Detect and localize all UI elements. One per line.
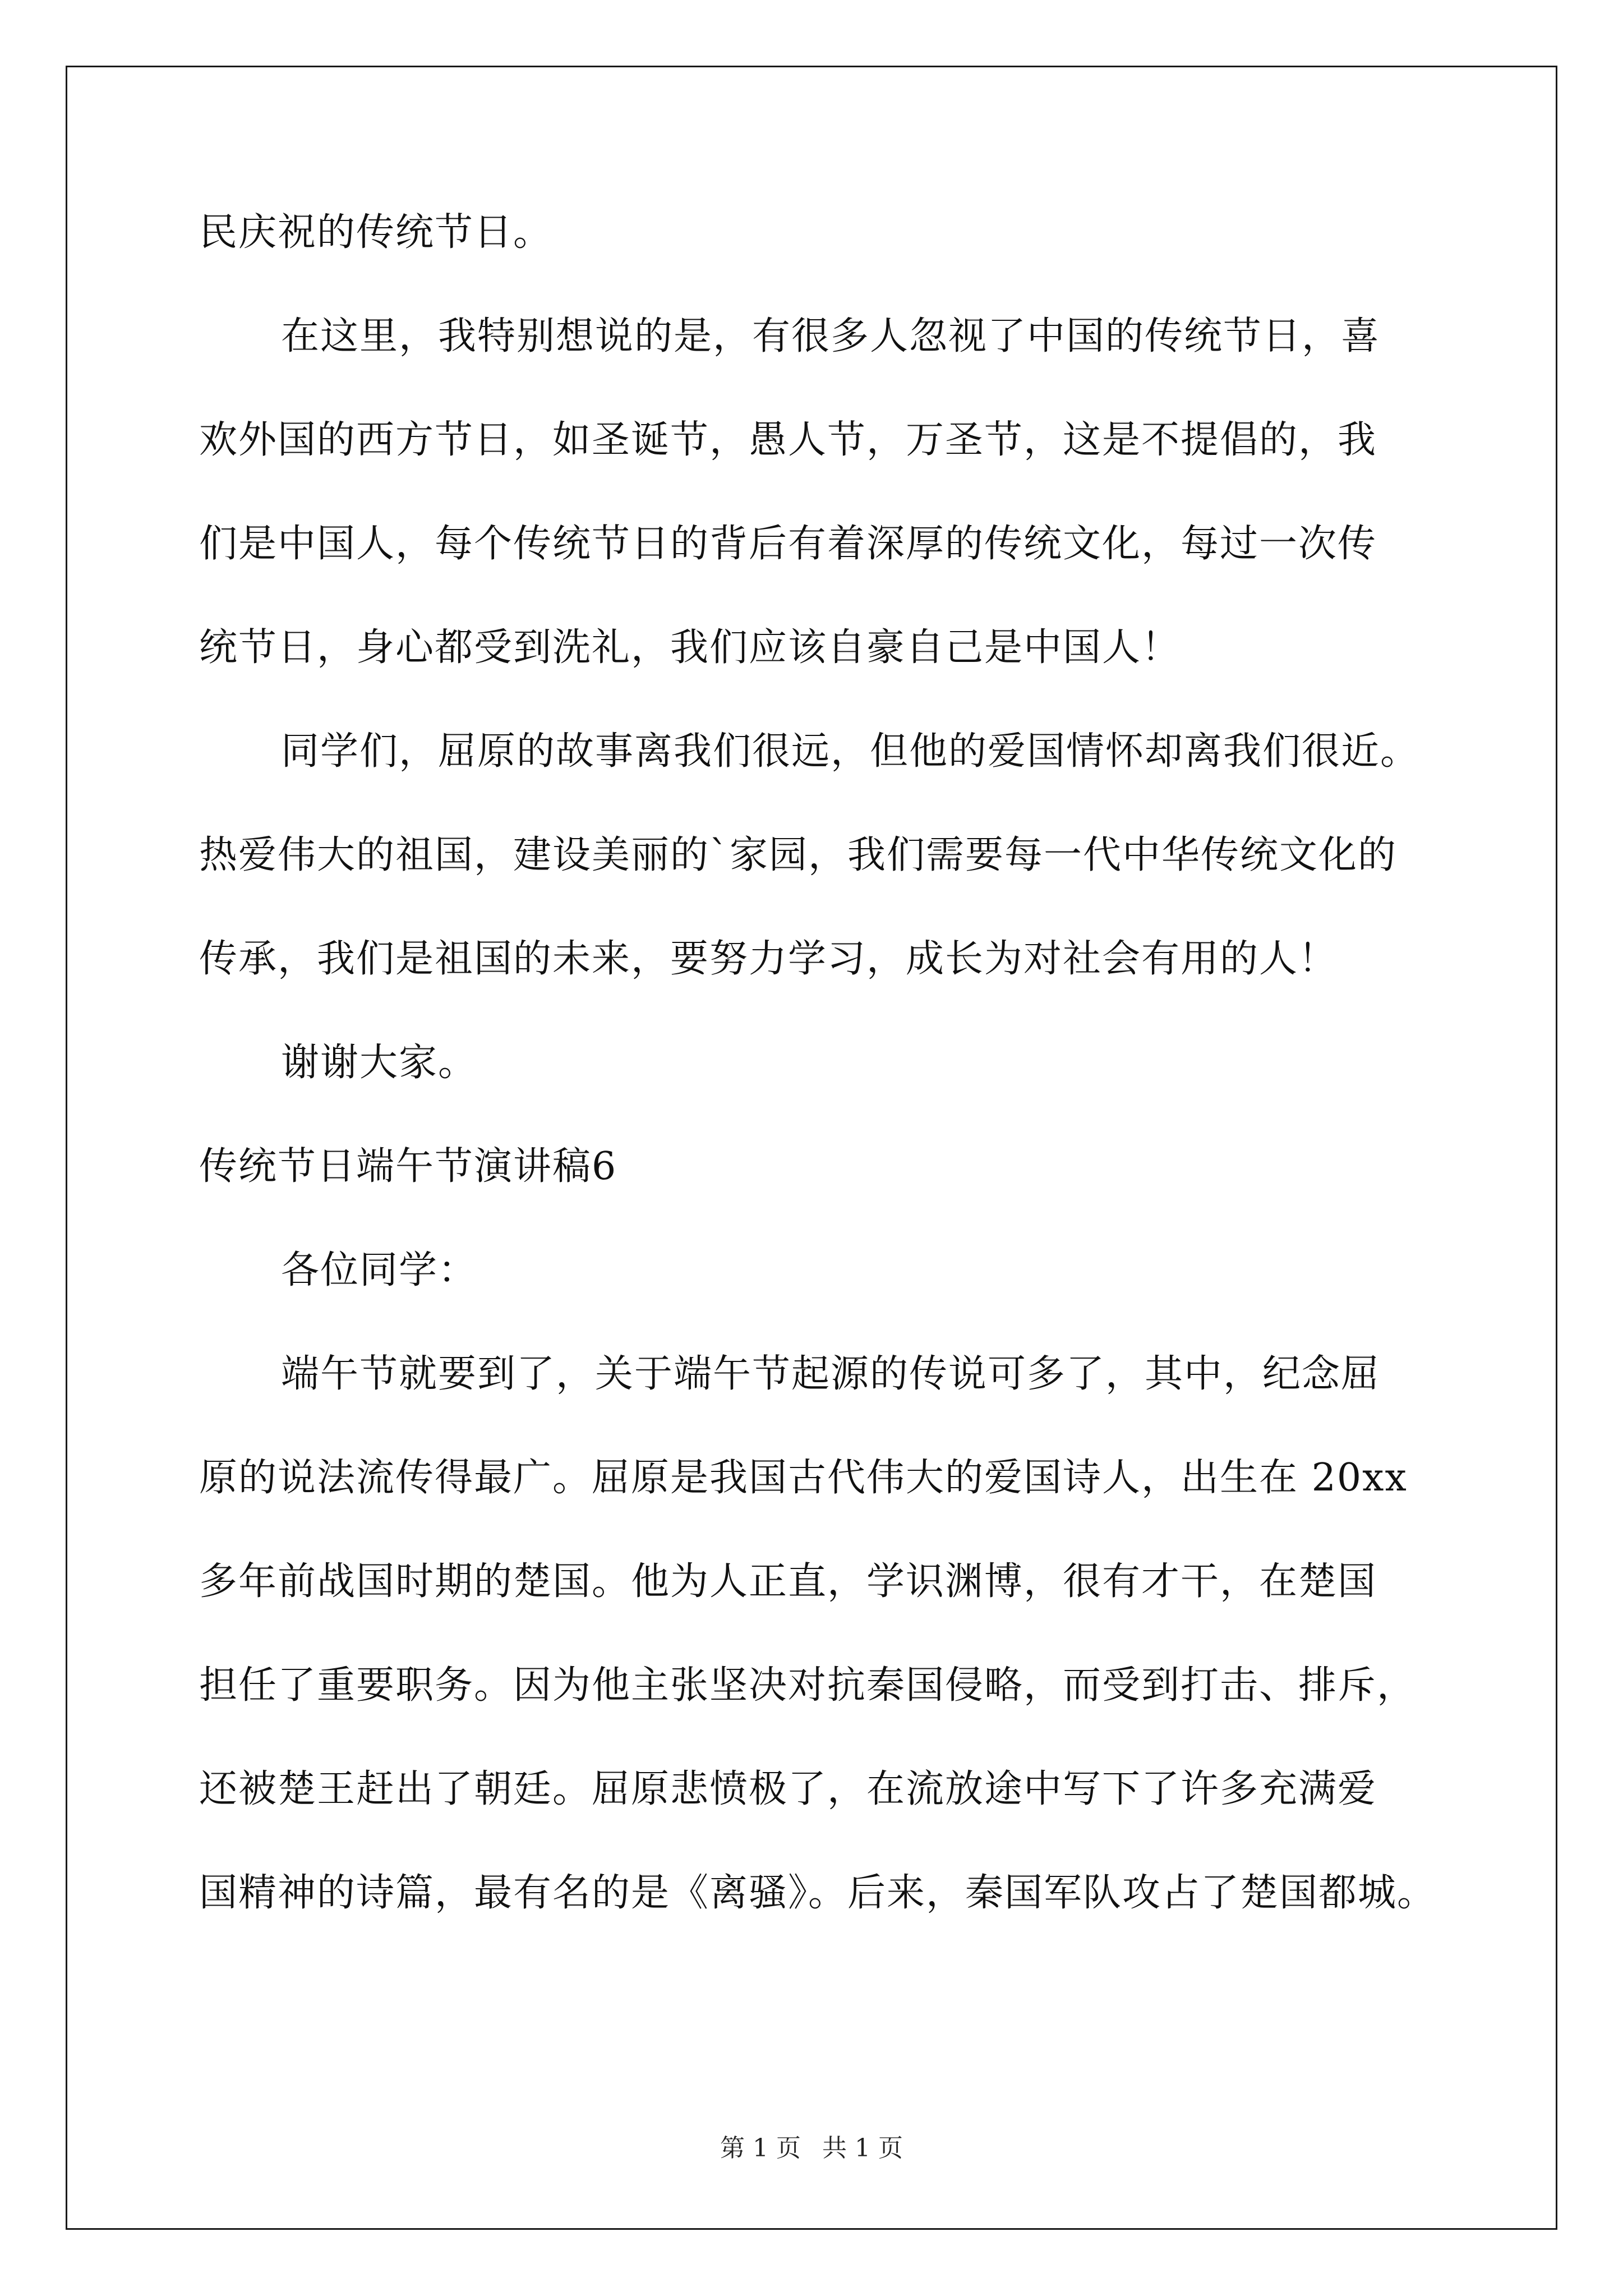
text-line: 们是中国人，每个传统节日的背后有着深厚的传统文化，每过一次传 <box>199 522 1377 566</box>
text-line: 传承，我们是祖国的未来，要努力学习，成长为对社会有用的人！ <box>199 937 1338 981</box>
closing-line: 谢谢大家。 <box>281 1041 478 1085</box>
text-line: 担任了重要职务。因为他主张坚决对抗秦国侵略，而受到打击、排斥， <box>199 1663 1417 1708</box>
text-line: 原的说法流传得最广。屈原是我国古代伟大的爱国诗人，出生在 20xx <box>199 1456 1408 1500</box>
paragraph-line: 端午节就要到了，关于端午节起源的传说可多了，其中，纪念屈 <box>281 1352 1381 1396</box>
text-line: 欢外国的西方节日，如圣诞节，愚人节，万圣节，这是不提倡的，我 <box>199 418 1377 462</box>
paragraph-line: 在这里，我特别想说的是，有很多人忽视了中国的传统节日，喜 <box>281 314 1381 358</box>
section-heading: 传统节日端午节演讲稿6 <box>199 1144 617 1189</box>
text-line: 热爱伟大的祖国，建设美丽的`家园，我们需要每一代中华传统文化的 <box>199 833 1398 877</box>
page-total: 共 1 页 <box>822 2134 903 2162</box>
paragraph-line: 同学们，屈原的故事离我们很远，但他的爱国情怀却离我们很近。 <box>281 729 1420 774</box>
page-number: 第 1 页 <box>720 2134 801 2162</box>
text-line: 国精神的诗篇，最有名的是《离骚》。后来，秦国军队攻占了楚国都城。 <box>199 1871 1437 1915</box>
text-line: 民庆祝的传统节日。 <box>199 210 553 255</box>
text-line: 还被楚王赶出了朝廷。屈原悲愤极了，在流放途中写下了许多充满爱 <box>199 1767 1377 1811</box>
text-line: 统节日，身心都受到洗礼，我们应该自豪自己是中国人！ <box>199 625 1181 670</box>
salutation-line: 各位同学： <box>281 1248 478 1292</box>
text-line: 多年前战国时期的楚国。他为人正直，学识渊博，很有才干，在楚国 <box>199 1559 1377 1604</box>
page-footer <box>0 2132 1623 2165</box>
